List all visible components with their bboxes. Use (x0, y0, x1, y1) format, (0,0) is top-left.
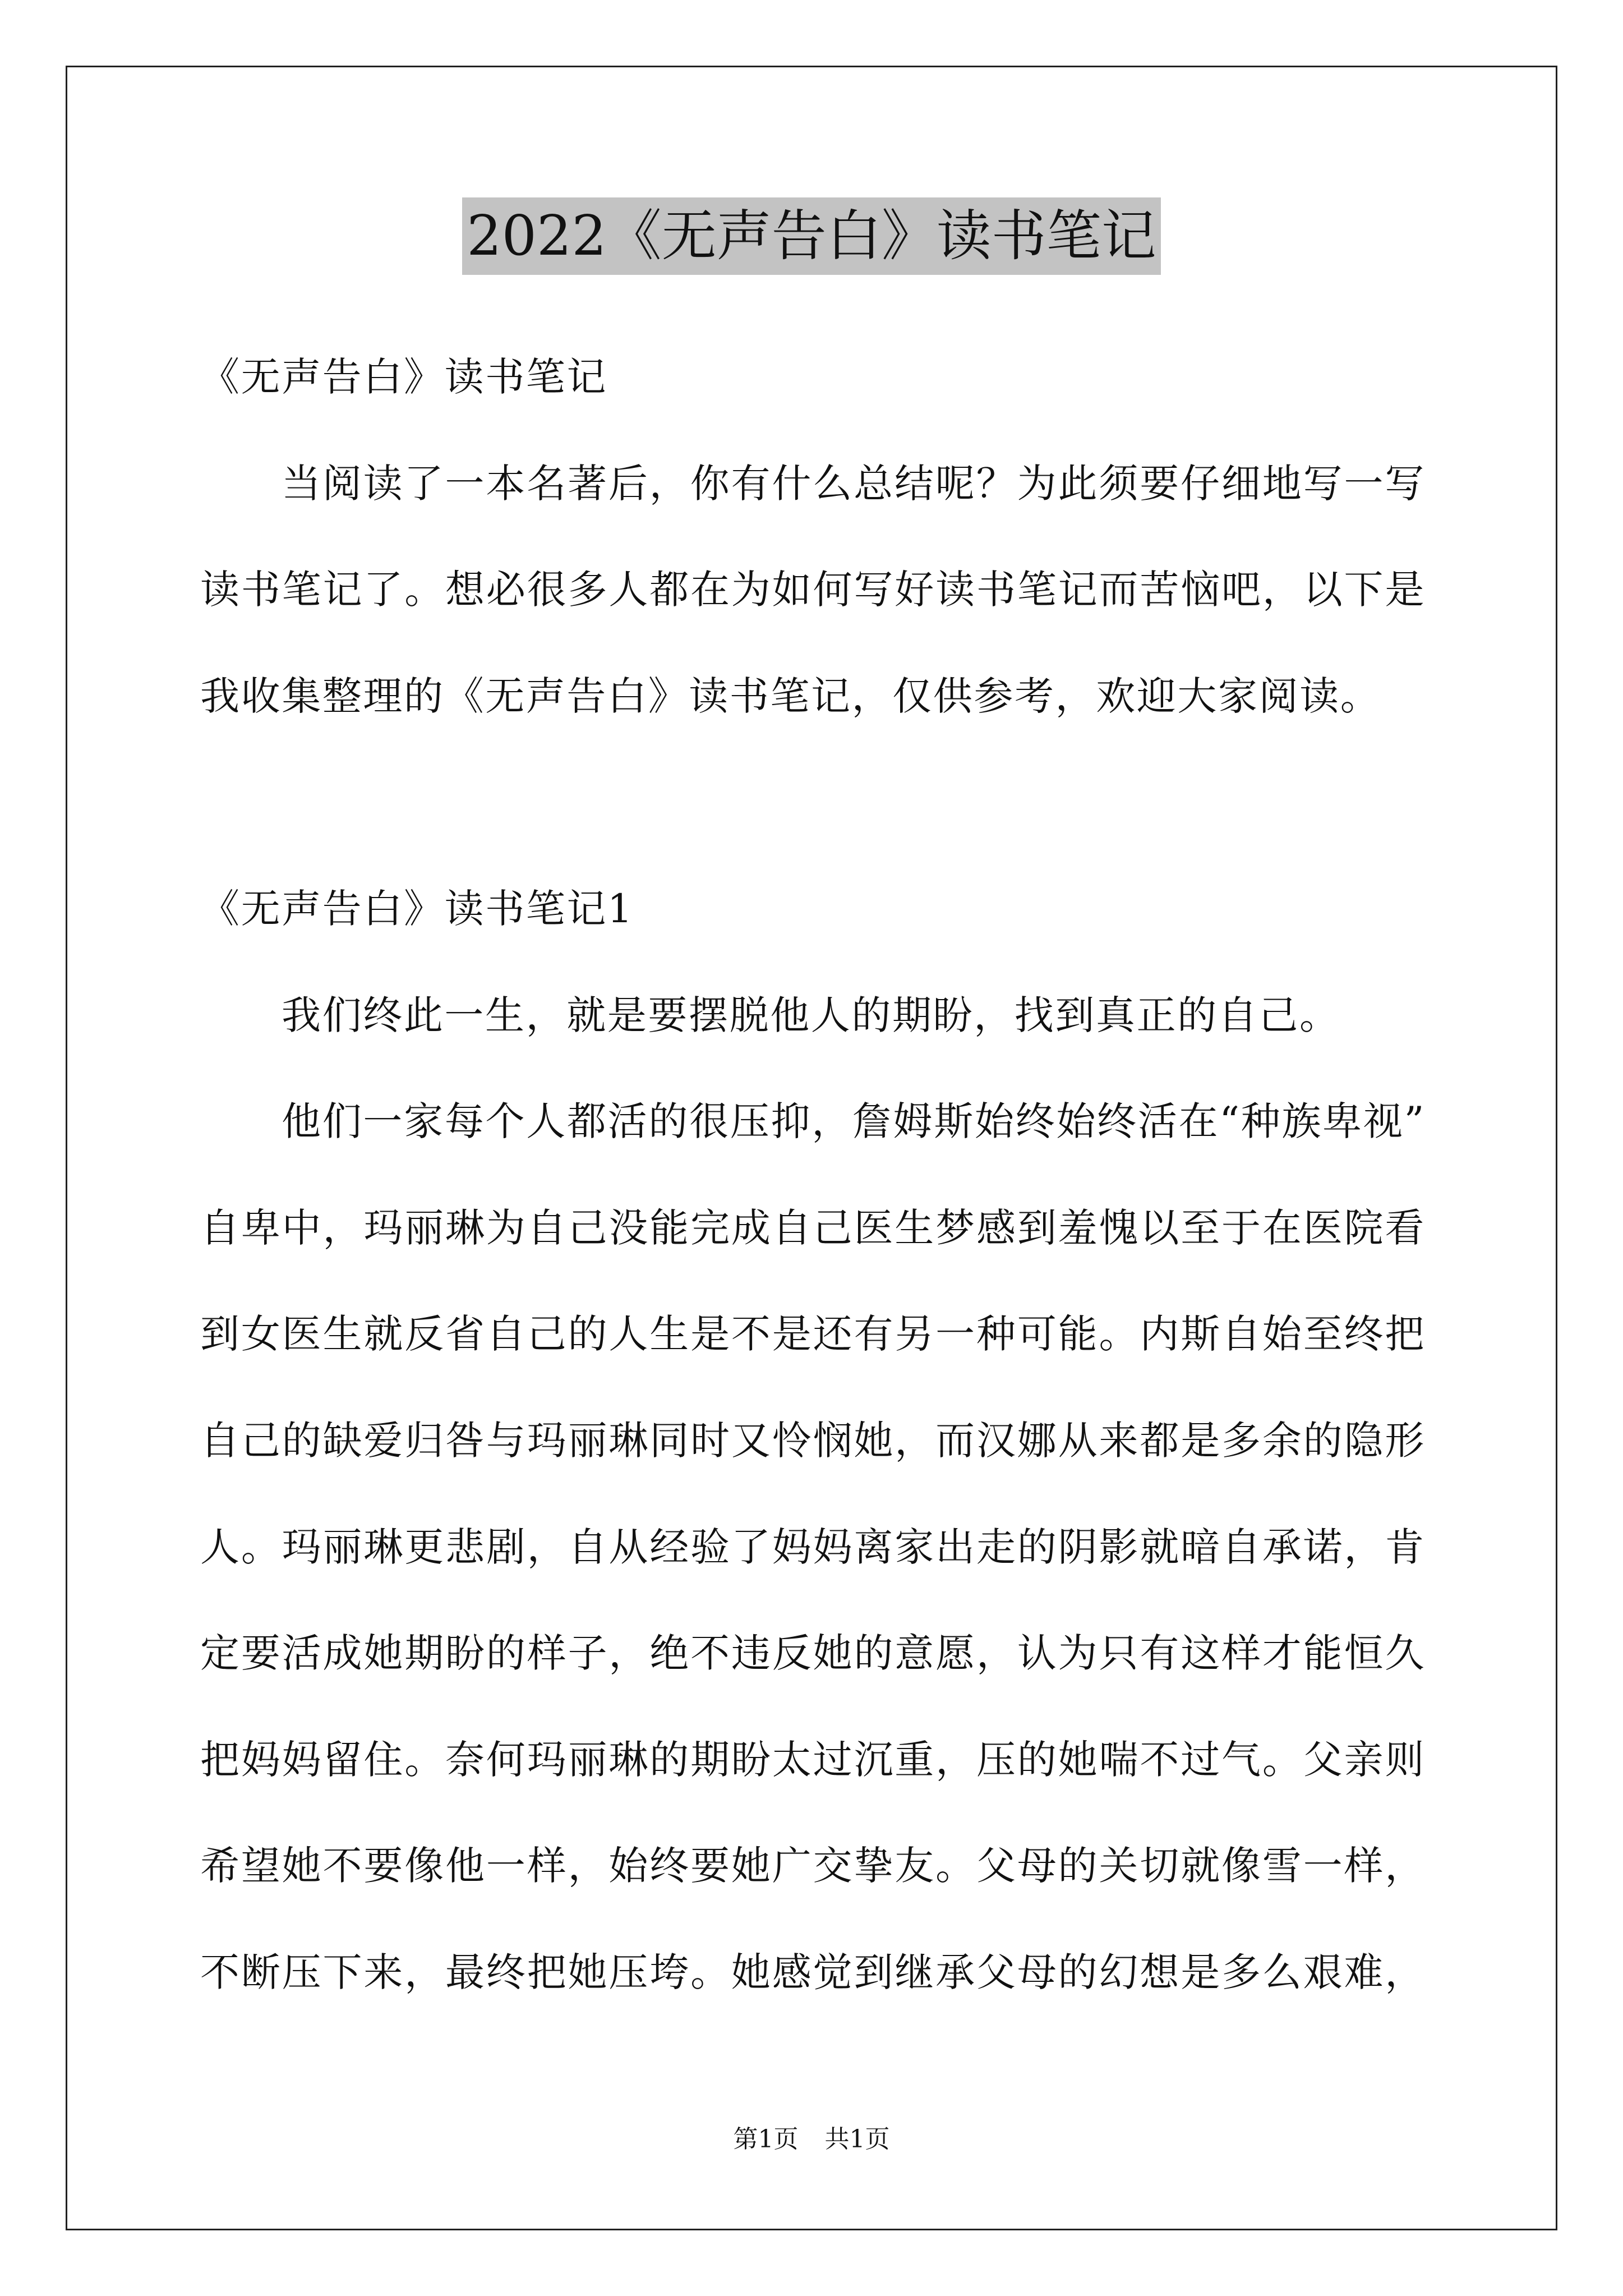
document-title: 2022《无声告白》读书笔记 (462, 197, 1160, 275)
blank-line (200, 749, 1426, 856)
paragraph-line: 自卑中，玛丽琳为自己没能完成自己医生梦感到羞愧以至于在医院看 (200, 1204, 1426, 1251)
paragraph-line: 把妈妈留住。奈何玛丽琳的期盼太过沉重，压的她喘不过气。父亲则 (200, 1736, 1426, 1783)
quote-line: 我们终此一生，就是要摆脱他人的期盼，找到真正的自己。 (282, 992, 1340, 1038)
paragraph-line: 当阅读了一本名著后，你有什么总结呢？为此须要仔细地写一写 (282, 460, 1426, 507)
paragraph-line: 人。玛丽琳更悲剧，自从经验了妈妈离家出走的阴影就暗自承诺，肯 (200, 1524, 1426, 1570)
paragraph-line: 不断压下来，最终把她压垮。她感觉到继承父母的幻想是多么艰难， (200, 1949, 1426, 1995)
paragraph-line: 他们一家每个人都活的很压抑，詹姆斯始终始终活在“种族卑视” (282, 1098, 1426, 1145)
paragraph-line: 自己的缺爱归咎与玛丽琳同时又怜悯她，而汉娜从来都是多余的隐形 (200, 1417, 1426, 1464)
section-heading: 《无声告白》读书笔记1 (200, 885, 634, 932)
paragraph-line: 定要活成她期盼的样子，绝不违反她的意愿，认为只有这样才能恒久 (200, 1630, 1426, 1677)
page-number: 第1页 (733, 2125, 799, 2154)
paragraph-line: 读书笔记了。想必很多人都在为如何写好读书笔记而苦恼吧，以下是 (200, 567, 1426, 613)
document-body (200, 324, 1426, 2026)
document-subtitle: 《无声告白》读书笔记 (200, 354, 607, 400)
paragraph-line: 希望她不要像他一样，始终要她广交挚友。父母的关切就像雪一样， (200, 1843, 1426, 1889)
title-container (0, 197, 1623, 275)
page-footer (0, 2123, 1623, 2156)
paragraph-line: 我收集整理的《无声告白》读书笔记，仅供参考，欢迎大家阅读。 (200, 673, 1381, 719)
paragraph-line: 到女医生就反省自己的人生是不是还有另一种可能。内斯自始至终把 (200, 1311, 1426, 1358)
page-total: 共1页 (824, 2125, 890, 2154)
